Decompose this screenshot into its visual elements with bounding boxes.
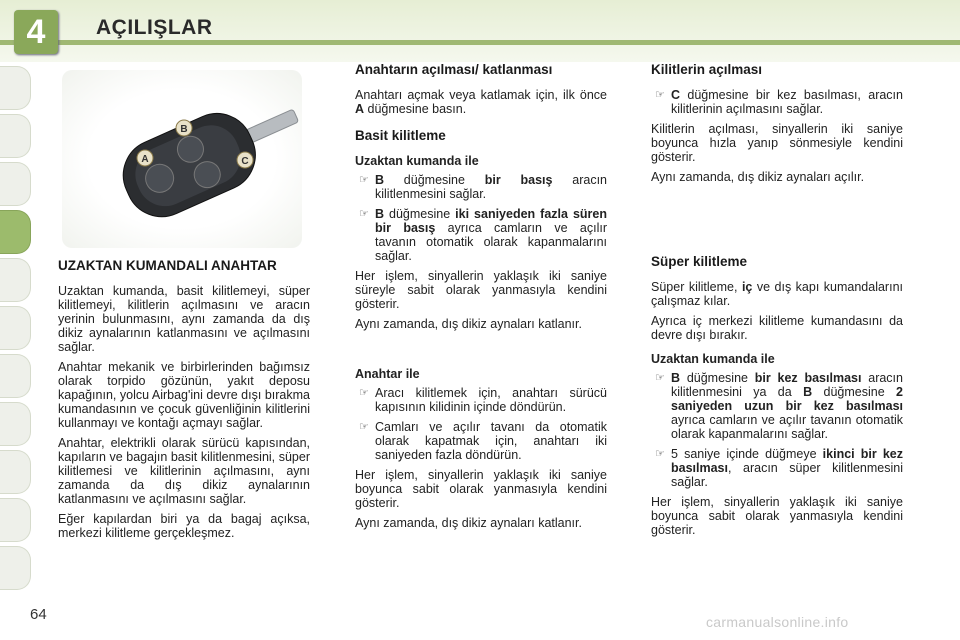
paragraph: Aynı zamanda, dış dikiz aynaları katlanır. (355, 317, 582, 331)
paragraph: Uzaktan kumanda, basit kilitlemeyi, süper kilitlemeyi, kilitlerin açılmasını ve aracın yerinin bulunmasını, aynı zamanda da dış dikiz aynalarının katlanmasını ve açılmasını sağlar. (58, 284, 310, 354)
paragraph: Anahtar, elektrikli olarak sürücü kapısından, kapıların ve bagajın basit kilitlenmesini, süper kilitlemesi ve kilitlerinin açılmasını, aynı zamanda da dış dikiz aynalarının katlanmasını ve açılmasını sağlar. (58, 436, 310, 506)
label-c: C (241, 156, 249, 167)
side-tab[interactable] (0, 114, 31, 158)
side-tab-active[interactable] (0, 210, 31, 254)
bullet-item: ☞ B düğmesine bir basış aracın kilitlenmesini sağlar. (359, 173, 607, 201)
column-unlocking-superlocking (651, 62, 903, 543)
side-tab[interactable] (0, 354, 31, 398)
side-tab[interactable] (0, 450, 31, 494)
paragraph: Ayrıca iç merkezi kilitleme kumandasını da devre dışı bırakır. (651, 314, 903, 342)
section-heading-remote-key: UZAKTAN KUMANDALI ANAHTAR (58, 258, 277, 273)
remote-key-illustration (62, 70, 302, 248)
section-heading-unlocking: Kilitlerin açılması (651, 62, 763, 77)
watermark: carmanualsonline.info (706, 614, 849, 630)
hand-pointer-icon: ☞ (359, 421, 369, 433)
header-rule (0, 40, 960, 45)
hand-pointer-icon: ☞ (655, 448, 665, 460)
column-key-folding-locking (355, 62, 607, 536)
side-tab[interactable] (0, 162, 31, 206)
bullet-item: ☞ 5 saniye içinde düğmeye ikinci bir kez basılması, aracın süper kilitlenmesini sağlar. (655, 447, 904, 489)
side-tab[interactable] (0, 306, 31, 350)
section-heading-super-locking: Süper kilitleme (651, 254, 748, 269)
bullet-item: ☞ B düğmesine iki saniyeden fazla süren bir basış ayrıca camların ve açılır tavanın otomatik olarak kapanmalarını sağlar. (359, 207, 607, 263)
side-tab[interactable] (0, 402, 31, 446)
page-number: 64 (30, 606, 47, 623)
paragraph: Anahtar mekanik ve birbirlerinden bağımsız olarak torpido gözünün, yakıt deposu kapağının, yolcu Airbag'ini devre dışı bırakma kumandasının ve çocuk güvenliğinin kilitlerini kullanmayı ve kontağı açmayı sağlar. (58, 360, 310, 430)
column-remote-key-intro (58, 258, 310, 546)
side-tab[interactable] (0, 258, 31, 302)
paragraph: Aynı zamanda, dış dikiz aynaları katlanır. (355, 516, 582, 530)
hand-pointer-icon: ☞ (359, 208, 369, 220)
hand-pointer-icon: ☞ (359, 387, 369, 399)
bullet-item: ☞ Camları ve açılır tavanı da otomatik olarak kapatmak için, anahtarı iki saniyeden fazla döndürün. (359, 420, 607, 462)
subheading-remote: Uzaktan kumanda ile (651, 352, 775, 366)
side-chapter-tabs (0, 66, 34, 594)
paragraph: Her işlem, sinyallerin yaklaşık iki saniye süreyle sabit olarak yanmasıyla kendini gösterir. (355, 269, 607, 311)
side-tab[interactable] (0, 546, 31, 590)
side-tab[interactable] (0, 498, 31, 542)
subheading-remote: Uzaktan kumanda ile (355, 154, 479, 168)
subheading-key: Anahtar ile (355, 367, 420, 381)
bullet-item: ☞ C düğmesine bir kez basılması, aracın kilitlerinin açılmasını sağlar. (655, 88, 903, 116)
bullet-item: ☞ B düğmesine bir kez basılması aracın kilitlenmesini ya da B düğmesine 2 saniyeden uzun bir kez basılması ayrıca camların ve açılır tavanın otomatik olarak kapanmalarını sağlar. (655, 371, 903, 441)
chapter-number-badge: 4 (14, 10, 58, 54)
paragraph: Aynı zamanda, dış dikiz aynaları açılır. (651, 170, 865, 184)
side-tab[interactable] (0, 66, 31, 110)
paragraph: Her işlem, sinyallerin yaklaşık iki saniye boyunca sabit olarak yanmasıyla kendini gösterir. (355, 468, 607, 510)
section-heading-simple-locking: Basit kilitleme (355, 128, 446, 143)
hand-pointer-icon: ☞ (359, 174, 369, 186)
paragraph: Anahtarı açmak veya katlamak için, ilk önce A düğmesine basın. (355, 88, 607, 116)
bullet-item: ☞ Aracı kilitlemek için, anahtarı sürücü kapısının kilidinin içinde döndürün. (359, 386, 607, 414)
label-a: A (141, 154, 149, 165)
chapter-title: AÇILIŞLAR (96, 16, 213, 39)
label-b: B (180, 124, 188, 135)
paragraph: Kilitlerin açılması, sinyallerin iki saniye boyunca hızla yanıp sönmesiyle kendini gösterir. (651, 122, 903, 164)
paragraph: Eğer kapılardan biri ya da bagaj açıksa, merkezi kilitleme gerçekleşmez. (58, 512, 310, 540)
section-heading-key-folding: Anahtarın açılması/ katlanması (355, 62, 553, 77)
hand-pointer-icon: ☞ (655, 372, 665, 384)
hand-pointer-icon: ☞ (655, 89, 665, 101)
paragraph: Her işlem, sinyallerin yaklaşık iki saniye boyunca sabit olarak yanmasıyla kendini gösterir. (651, 495, 903, 537)
paragraph: Süper kilitleme, iç ve dış kapı kumandalarını çalışmaz kılar. (651, 280, 903, 308)
